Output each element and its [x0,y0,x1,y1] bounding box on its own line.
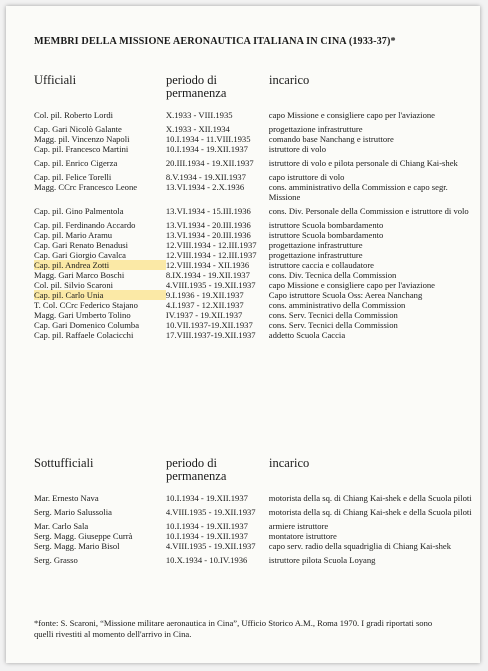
member-role: cons. Div. Personale della Commission e istruttore di volo [268,206,469,216]
table-row [34,330,480,340]
member-period: 8.V.1934 - 19.XII.1937 [165,172,246,182]
document-page [6,6,480,663]
member-name: Magg. CCrc Francesco Leone [34,182,138,192]
table-row [34,182,480,206]
member-name: Cap. pil. Gino Palmentola [34,206,124,216]
member-role: capo Missione e consigliere capo per l'aviazione [268,280,435,290]
member-period: 12.VIII.1934 - 12.III.1937 [165,240,257,250]
member-role: progettazione infrastrutture [268,124,363,134]
member-name: Cap. Gari Nicolò Galante [34,124,122,134]
member-period: 10.I.1934 - 11.VIII.1935 [165,134,251,144]
table-row [34,531,480,541]
member-name: Cap. pil. Andrea Zotti [34,260,166,270]
member-period: 10.VII.1937-19.XII.1937 [165,320,253,330]
table-row [34,110,480,124]
member-name: Magg. Gari Marco Boschi [34,270,125,280]
page-title: MEMBRI DELLA MISSIONE AERONAUTICA ITALIANA IN CINA (1933-37)* [34,36,396,47]
member-period: 13.VI.1934 - 20.III.1936 [165,220,251,230]
member-period: 17.VIII.1937-19.XII.1937 [165,330,256,340]
member-name: T. Col. CCrc Federico Stajano [34,300,138,310]
table-row [34,220,480,230]
member-name: Cap. pil. Raffaele Colacicchi [34,330,134,340]
table-row [34,206,480,220]
member-period: 12.VIII.1934 - 12.III.1937 [165,250,257,260]
member-name: Cap. pil. Mario Aramu [34,230,113,240]
member-name: Col. pil. Silvio Scaroni [34,280,114,290]
table-row [34,555,480,565]
table-row [34,310,480,320]
member-role: istruttore di volo e pilota personale di Chiang Kai-shek [268,158,458,168]
member-name: Serg. Grasso [34,555,78,565]
member-role: cons. Serv. Tecnici della Commission [268,320,398,330]
member-name: Serg. Mario Salussolia [34,507,112,517]
member-role: cons. amministrativo della Commission e capo segr. Missione [268,182,448,202]
member-role: addetto Scuola Caccia [268,330,346,340]
member-role: progettazione infrastrutture [268,250,363,260]
table-row [34,240,480,250]
member-role: capo istruttore di volo [268,172,345,182]
member-role: motorista della sq. di Chiang Kai-shek e della Scuola piloti [268,493,472,503]
member-period: 10.I.1934 - 19.XII.1937 [165,531,248,541]
member-period: X.1933 - VIII.1935 [165,110,233,120]
member-name: Mar. Ernesto Nava [34,493,99,503]
member-name: Cap. Gari Domenico Columba [34,320,140,330]
ncos-table [34,493,480,565]
member-period: X.1933 - XII.1934 [165,124,230,134]
member-role: comando base Nanchang e istruttore [268,134,394,144]
member-period: IV.1937 - 19.XII.1937 [165,310,243,320]
member-period: 13.VI.1934 - 20.III.1936 [165,230,251,240]
member-period: 8.IX.1934 - 19.XII.1937 [165,270,250,280]
member-name: Cap. pil. Francesco Martini [34,144,129,154]
member-period: 13.VI.1934 - 15.III.1936 [165,206,251,216]
table-row [34,134,480,144]
table-row [34,290,480,300]
member-period: 10.I.1934 - 19.XII.1937 [165,493,248,503]
member-role: istruttore pilota Scuola Loyang [268,555,376,565]
table-row [34,230,480,240]
member-period: 20.III.1934 - 19.XII.1937 [165,158,254,168]
member-role: armiere istruttore [268,521,329,531]
member-role: capo Missione e consigliere capo per l'aviazione [268,110,435,120]
table-row [34,270,480,280]
member-name: Magg. Gari Umberto Tolino [34,310,131,320]
member-name: Serg. Magg. Mario Bisol [34,541,120,551]
table-row [34,144,480,158]
member-name: Mar. Carlo Sala [34,521,89,531]
member-role: cons. Div. Tecnica della Commission [268,270,397,280]
table-row [34,280,480,290]
footnote: *fonte: S. Scaroni, “Missione militare aeronautica in Cina”, Ufficio Storico A.M., Roma 1970. I gradi riportati sono quelli rivestiti al momento dell'arrivo in Cina. [34,618,433,639]
member-role: progettazione infrastrutture [268,240,363,250]
member-role: cons. Serv. Tecnici della Commission [268,310,398,320]
member-period: 9.I.1936 - 19.XII.1937 [165,290,244,300]
officers-table [34,110,480,340]
table-row [34,521,480,531]
member-period: 10.I.1934 - 19.XII.1937 [165,521,248,531]
member-role: istruttore Scuola bombardamento [268,230,384,240]
member-name: Magg. pil. Vincenzo Napoli [34,134,130,144]
officers-header-name: Ufficiali [34,73,77,87]
member-role: cons. amministrativo della Commission [268,300,406,310]
table-row [34,507,480,521]
officers-header-role: incarico [269,73,310,87]
member-role: istruttore di volo [268,144,327,154]
member-period: 12.VIII.1934 - XII.1936 [165,260,250,270]
ncos-header-role: incarico [269,456,310,470]
member-name: Col. pil. Roberto Lordi [34,110,114,120]
table-row [34,541,480,555]
member-period: 4.I.1937 - 12.XII.1937 [165,300,244,310]
table-row [34,260,480,270]
member-name: Serg. Magg. Giuseppe Currà [34,531,133,541]
member-name: Cap. pil. Felice Torelli [34,172,112,182]
member-role: montatore istruttore [268,531,337,541]
table-row [34,124,480,134]
ncos-header-period: periodo di permanenza [166,456,227,483]
member-period: 13.VI.1934 - 2.X.1936 [165,182,245,192]
member-role: Capo istruttore Scuola Oss: Aerea Nanchang [268,290,423,300]
table-row [34,320,480,330]
member-role: istruttore caccia e collaudatore [268,260,374,270]
member-period: 4.VIII.1935 - 19.XII.1937 [165,507,256,517]
member-name: Cap. pil. Carlo Unia [34,290,166,300]
member-name: Cap. pil. Enrico Cigerza [34,158,118,168]
member-period: 4.VIII.1935 - 19.XII.1937 [165,541,256,551]
member-period: 10.X.1934 - 10.IV.1936 [165,555,248,565]
table-row [34,493,480,507]
member-period: 10.I.1934 - 19.XII.1937 [165,144,248,154]
member-name: Cap. Gari Renato Benadusi [34,240,129,250]
member-role: istruttore Scuola bombardamento [268,220,384,230]
table-row [34,172,480,182]
member-role: capo serv. radio della squadriglia di Chiang Kai-shek [268,541,452,551]
member-name: Cap. Gari Giorgio Cavalca [34,250,126,260]
member-role: motorista della sq. di Chiang Kai-shek e della Scuola piloti [268,507,472,517]
member-period: 4.VIII.1935 - 19.XII.1937 [165,280,256,290]
table-row [34,300,480,310]
table-row [34,250,480,260]
officers-header-period: periodo di permanenza [166,73,227,100]
member-name: Cap. pil. Ferdinando Accardo [34,220,136,230]
table-row [34,158,480,172]
ncos-header-name: Sottufficiali [34,456,94,470]
